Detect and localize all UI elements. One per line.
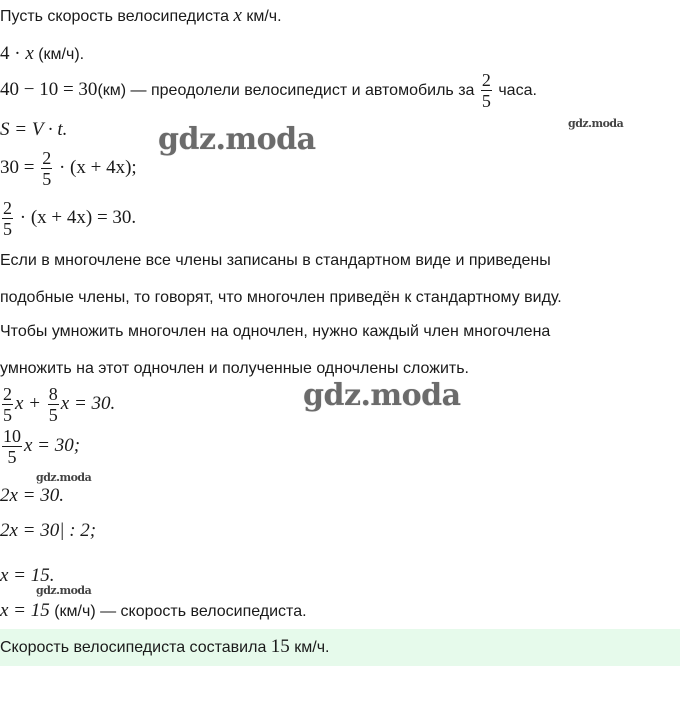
line6-rhs: · (x + 4x) = 30. bbox=[15, 207, 137, 228]
answer-box bbox=[0, 629, 680, 666]
line2-expr: 4 · bbox=[0, 43, 26, 64]
answer-text-a: Скорость велосипедиста составила bbox=[0, 639, 271, 656]
watermark-small-2: gdz.moda bbox=[36, 471, 92, 484]
line-speed-definition bbox=[0, 6, 282, 27]
line4-expr: S = V · t. bbox=[0, 119, 68, 140]
line-result bbox=[0, 601, 307, 622]
line3-text: (км) — преодолели велосипедист и автомобиль за bbox=[97, 82, 475, 99]
line-formula bbox=[0, 120, 67, 141]
rule-line-3: Чтобы умножить многочлен на одночлен, нужно каждый член многочлена bbox=[0, 323, 551, 340]
line-distance bbox=[0, 70, 537, 111]
line-equation-4 bbox=[0, 426, 80, 467]
line12-expr: x = 15 bbox=[0, 600, 50, 621]
line7-fraction-1 bbox=[2, 384, 13, 425]
watermark-big-1: gdz.moda bbox=[158, 122, 316, 157]
line7-frac2-num: 8 bbox=[48, 384, 58, 405]
line2-var: x bbox=[25, 43, 34, 64]
line8-frac-num: 10 bbox=[3, 426, 21, 447]
line1-var: x bbox=[233, 5, 242, 26]
line-equation-5 bbox=[0, 486, 64, 507]
line3-expr: 40 − 10 = 30 bbox=[0, 79, 98, 100]
line8-fraction bbox=[2, 426, 22, 467]
line6-frac-den: 5 bbox=[3, 219, 12, 240]
line6-frac-num: 2 bbox=[3, 198, 12, 219]
line1-text-b: км/ч. bbox=[246, 8, 282, 25]
line3-fraction bbox=[481, 70, 492, 111]
line2-text: (км/ч). bbox=[33, 46, 85, 63]
line-equation-2 bbox=[0, 198, 136, 239]
line5-frac-den: 5 bbox=[42, 169, 52, 190]
rule-line-2: подобные члены, то говорят, что многочлен приведён к стандартному виду. bbox=[0, 289, 562, 306]
line7-frac1-num: 2 bbox=[3, 384, 12, 405]
line5-fraction bbox=[41, 148, 52, 189]
line-equation-6 bbox=[0, 521, 96, 542]
line1-text-a: Пусть скорость велосипедиста bbox=[0, 8, 229, 25]
answer-value: 15 bbox=[270, 636, 290, 657]
watermark-small-1: gdz.moda bbox=[568, 117, 624, 130]
line7-mid: x + bbox=[15, 393, 46, 414]
line3-text-end: часа. bbox=[498, 82, 537, 99]
line-equation-1 bbox=[0, 148, 137, 189]
line7-frac1-den: 5 bbox=[3, 405, 12, 426]
answer-line bbox=[0, 637, 329, 658]
line12-text: (км/ч) — скорость велосипедиста. bbox=[49, 603, 307, 620]
line5-lhs: 30 = bbox=[0, 157, 40, 178]
line3-frac-den: 5 bbox=[481, 91, 491, 112]
line7-rhs: x = 30. bbox=[60, 393, 116, 414]
rule-line-1: Если в многочлене все члены записаны в стандартном виде и приведены bbox=[0, 252, 551, 269]
line7-fraction-2 bbox=[48, 384, 59, 425]
line8-rhs: x = 30; bbox=[24, 435, 81, 456]
line9-expr: 2x = 30. bbox=[0, 485, 65, 506]
watermark-small-3: gdz.moda bbox=[36, 584, 92, 597]
line10-expr: 2x = 30| : 2; bbox=[0, 520, 97, 541]
line5-frac-num: 2 bbox=[42, 148, 52, 169]
rule-line-4: умножить на этот одночлен и полученные одночлены сложить. bbox=[0, 360, 469, 377]
line3-frac-num: 2 bbox=[481, 70, 491, 91]
line5-rhs: · (x + 4x); bbox=[54, 157, 137, 178]
line7-frac2-den: 5 bbox=[48, 405, 58, 426]
watermark-big-2: gdz.moda bbox=[303, 378, 461, 413]
line8-frac-den: 5 bbox=[7, 447, 17, 468]
line11-expr: x = 15. bbox=[0, 565, 55, 586]
line-car-speed bbox=[0, 44, 84, 65]
line-equation-3 bbox=[0, 384, 115, 425]
line6-fraction bbox=[2, 198, 13, 239]
answer-text-b: км/ч. bbox=[289, 639, 330, 656]
